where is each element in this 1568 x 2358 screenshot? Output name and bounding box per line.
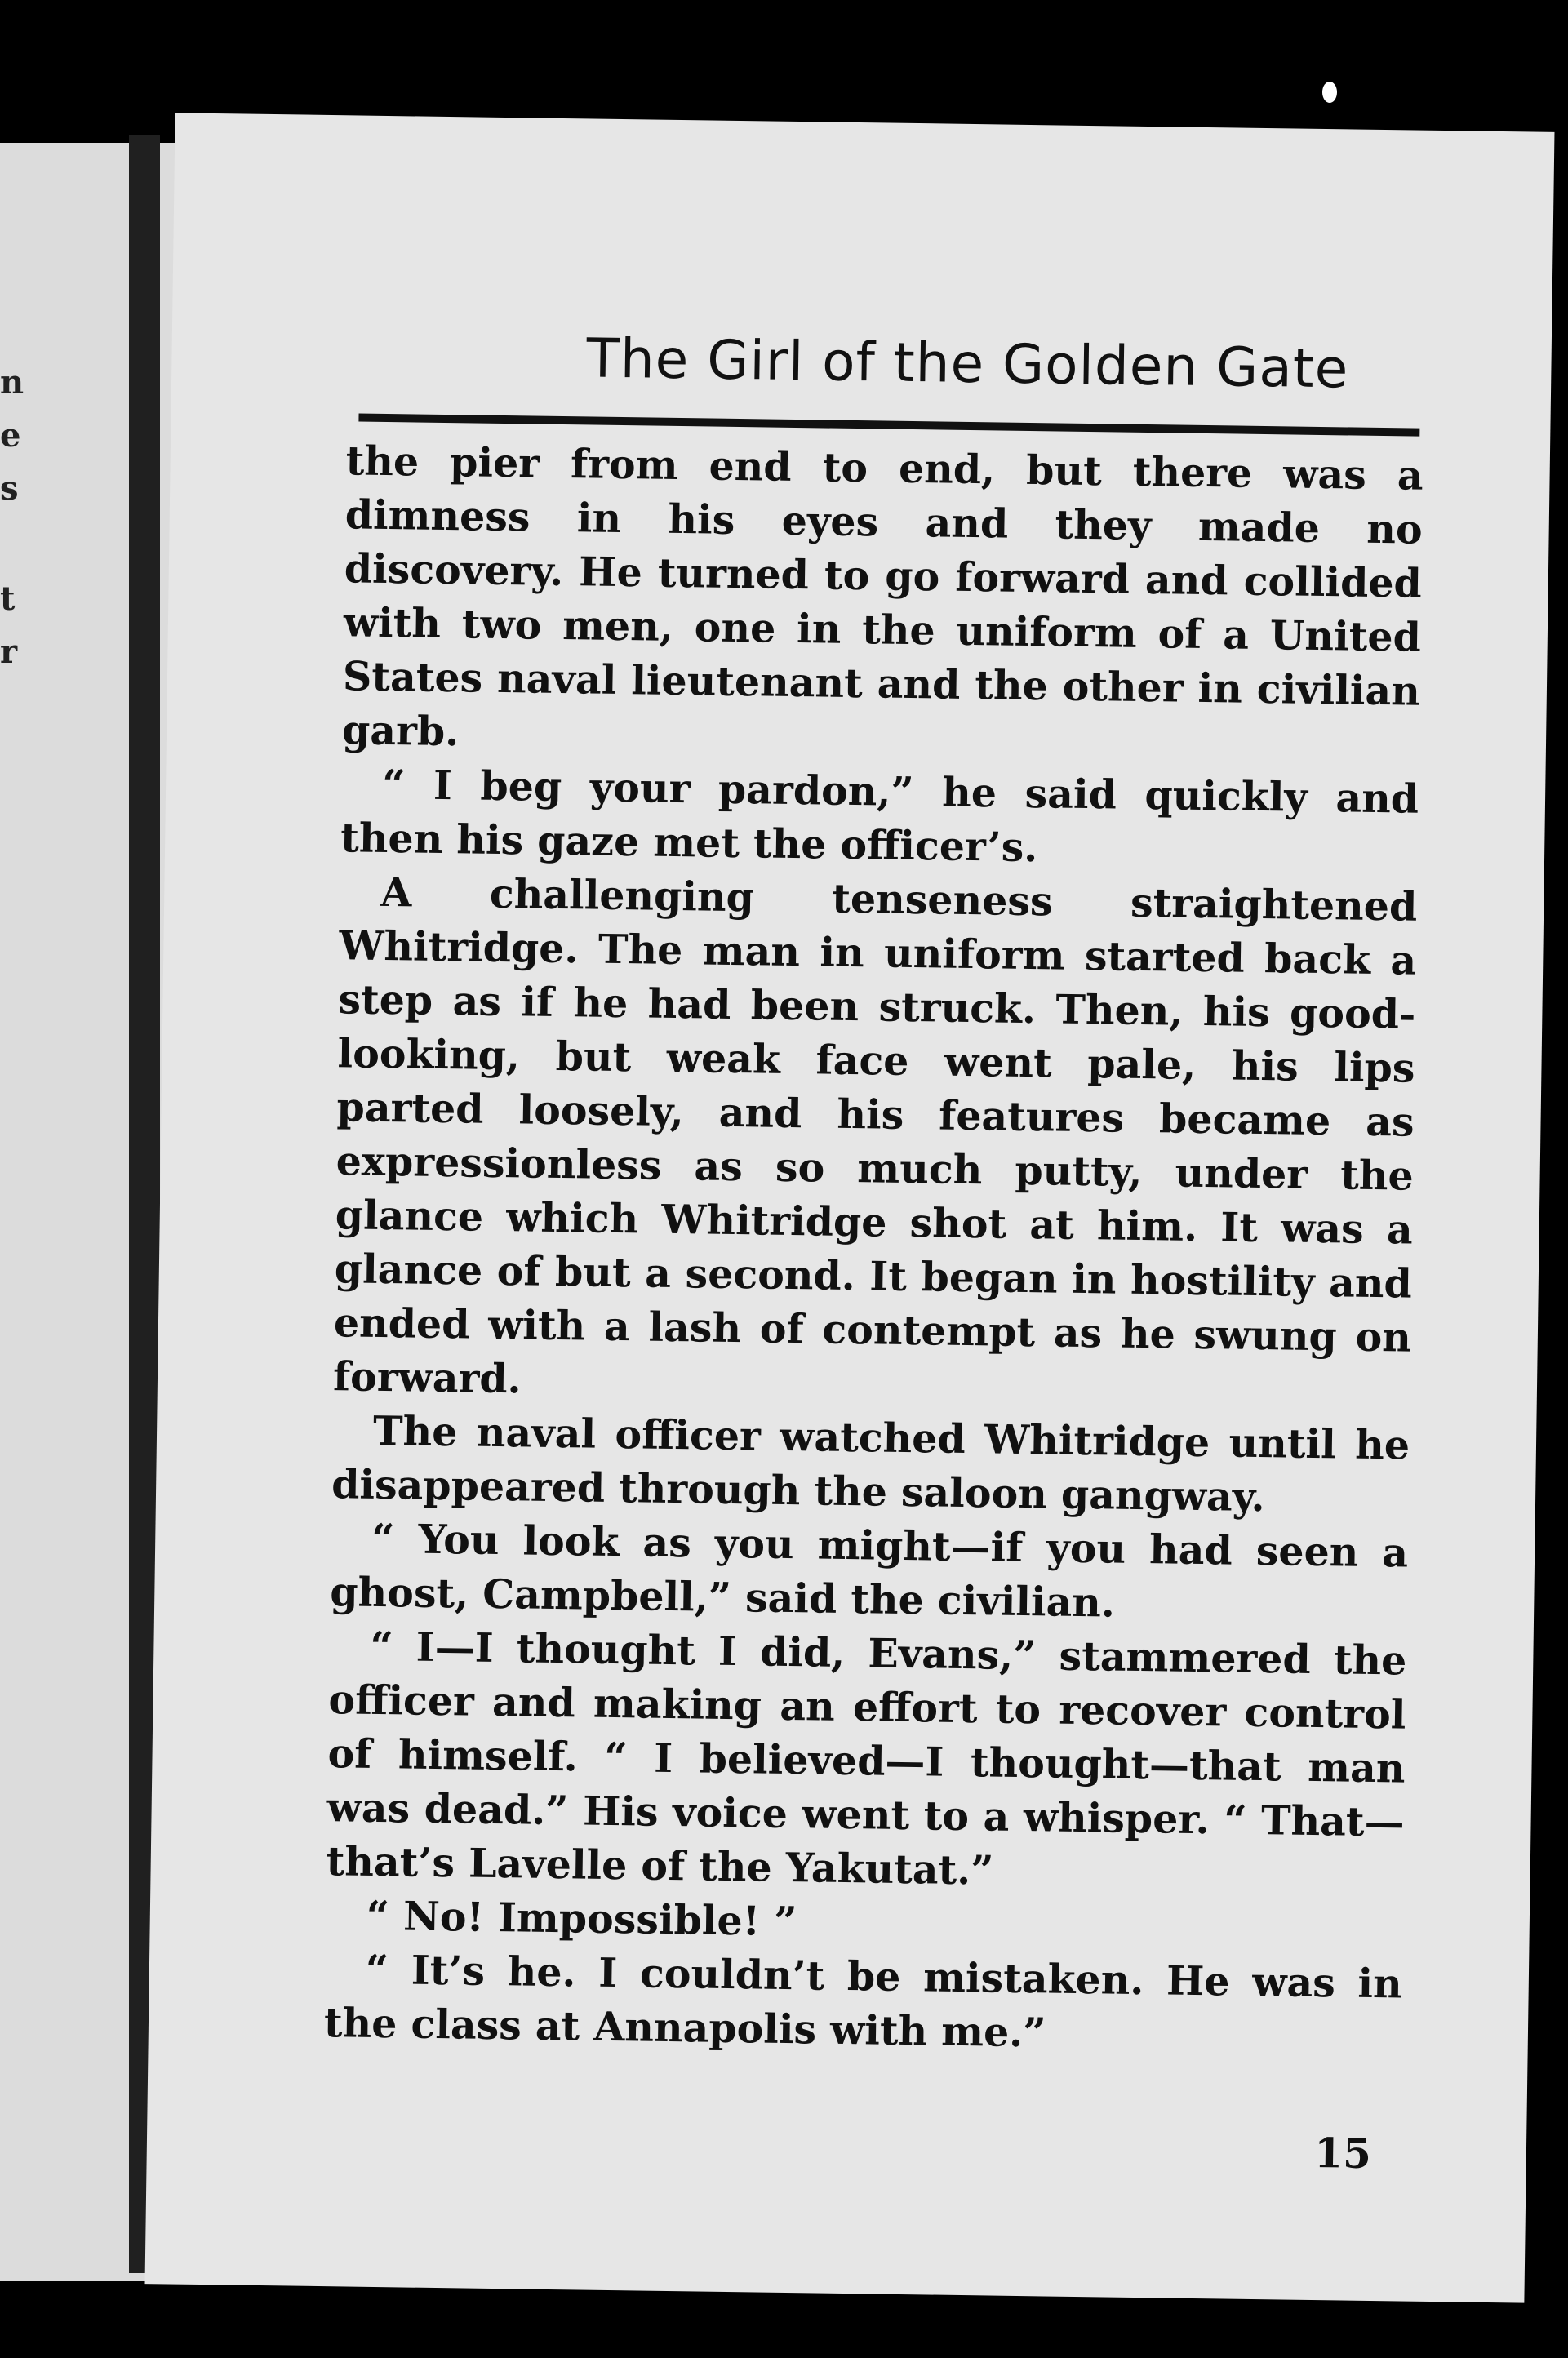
paragraph: The naval officer watched Whitridge until he disappeared through the saloon gangway. [331, 1406, 1410, 1521]
paragraph: “ I—I thought I did, Evans,” stammered the officer and making an effort to recover control of himself. “ I believed—I thought—that man was dead.” His voice went to a whisper. “ That—that’s Lavelle of the Yakutat.” [326, 1622, 1407, 1894]
facing-page-fragment: n [0, 363, 24, 402]
running-head: The Girl of the Golden Gate [586, 326, 1349, 401]
paragraph: “ No! Impossible! ” [366, 1891, 797, 1946]
page-number: 15 [1313, 2129, 1372, 2178]
paragraph: “ I beg your pardon,” he said quickly and then his gaze met the officer’s. [340, 760, 1419, 872]
scan-speck [1322, 82, 1337, 103]
facing-page-fragment: r [0, 633, 18, 671]
paragraph: “ It’s he. I couldn’t be mistaken. He was in the class at Annapolis with me.” [323, 1945, 1403, 2057]
page-body [324, 433, 1424, 2064]
book-page [145, 113, 1555, 2302]
paragraph: “ You look as you might—if you had seen a ghost, Campbell,” said the civilian. [329, 1514, 1409, 1627]
facing-page-fragment: t [0, 580, 16, 618]
paragraph: A challenging tenseness straightened Whitridge. The man in uniform started back a step as if he had been struck. Then, his good-looking, but weak face went pale, his lips parted loosely, and his features became as expressionless as so much putty, under the glance which Whitridge shot at him. It was a glance of but a second. It began in hostility and ended with a lash of contempt as he swung on forward. [332, 868, 1418, 1403]
facing-page-fragment: s [0, 469, 19, 508]
paragraph: the pier from end to end, but there was a dimness in his eyes and they made no discovery. He turned to go forward and collided with two men, one in the uniform of a United States naval lieutenant and the other in civilian garb. [341, 437, 1424, 756]
facing-page-fragment: e [0, 416, 21, 455]
header-rule [358, 414, 1419, 437]
